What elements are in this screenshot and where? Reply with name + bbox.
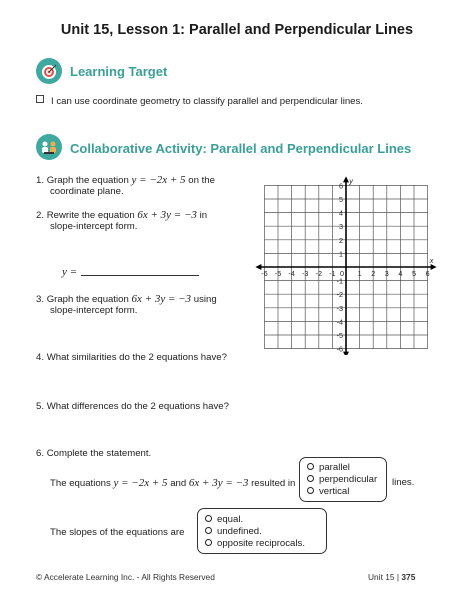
option-label: perpendicular bbox=[319, 474, 378, 485]
page-footer bbox=[368, 572, 415, 582]
question-2-line2: slope-intercept form. bbox=[50, 221, 138, 232]
y-tick-label: -6 bbox=[336, 344, 343, 354]
option-equal[interactable] bbox=[205, 514, 243, 526]
y-tick-label: -1 bbox=[336, 276, 343, 286]
copyright-footer: © Accelerate Learning Inc. - All Rights Reserved bbox=[36, 572, 215, 582]
radio-circle-icon[interactable] bbox=[307, 475, 314, 482]
x-tick-label: -4 bbox=[288, 269, 295, 278]
radio-circle-icon[interactable] bbox=[205, 515, 212, 522]
option-label: opposite reciprocals. bbox=[217, 538, 305, 549]
x-tick-label: -3 bbox=[301, 269, 309, 278]
y-tick-label: 1 bbox=[339, 249, 343, 259]
statement-1 bbox=[50, 477, 295, 491]
learning-target-item bbox=[36, 95, 363, 109]
question-text: What similarities do the 2 equations have? bbox=[46, 352, 227, 363]
question-text: Rewrite the equation bbox=[46, 210, 135, 221]
statement-2: The slopes of the equations are bbox=[50, 527, 185, 538]
question-number: 2. bbox=[36, 210, 45, 221]
question-number: 4. bbox=[36, 352, 45, 363]
option-perpendicular[interactable] bbox=[307, 474, 377, 486]
x-tick-label: 4 bbox=[398, 269, 403, 278]
learning-target-heading: Learning Target bbox=[70, 64, 168, 79]
option-undefined[interactable] bbox=[205, 526, 262, 538]
y-tick-label: 6 bbox=[339, 181, 343, 191]
x-tick-label: 5 bbox=[412, 269, 416, 278]
x-tick-label: 6 bbox=[425, 269, 430, 278]
x-tick-label: -5 bbox=[274, 269, 282, 278]
question-text: using bbox=[193, 294, 217, 305]
y-tick-label: -5 bbox=[336, 331, 343, 340]
option-label: vertical bbox=[319, 486, 350, 497]
question-text: in bbox=[199, 210, 208, 221]
target-icon bbox=[36, 58, 62, 84]
radio-circle-icon[interactable] bbox=[205, 527, 212, 534]
page-number: 375 bbox=[401, 572, 416, 582]
question-text: Graph the equation bbox=[46, 175, 129, 186]
option-label: undefined. bbox=[217, 526, 262, 537]
activity-heading: Collaborative Activity: Parallel and Perpendicular Lines bbox=[70, 141, 412, 156]
bullet-box-icon bbox=[36, 95, 44, 103]
learning-target-text: I can use coordinate geometry to classify parallel and perpendicular lines. bbox=[51, 96, 363, 107]
radio-circle-icon[interactable] bbox=[205, 539, 212, 546]
statement-1-end: lines. bbox=[392, 477, 415, 488]
y-axis-arrow-down-icon bbox=[343, 352, 349, 355]
y-tick-label: -2 bbox=[336, 290, 343, 300]
y-tick-label: -3 bbox=[336, 303, 343, 313]
y-tick-label: 3 bbox=[339, 222, 343, 232]
option-opposite-reciprocals[interactable] bbox=[205, 538, 305, 550]
option-parallel[interactable] bbox=[307, 462, 350, 474]
answer-label: y = bbox=[62, 266, 78, 278]
question-text: on the bbox=[188, 175, 215, 186]
question-6 bbox=[36, 448, 151, 461]
option-label: parallel bbox=[319, 462, 350, 473]
x-axis-label: x bbox=[429, 256, 434, 265]
y-tick-label: -4 bbox=[336, 317, 343, 327]
question-text: What differences do the 2 equations have? bbox=[46, 401, 229, 412]
answer-blank[interactable] bbox=[81, 266, 199, 276]
question-number: 3. bbox=[36, 294, 45, 305]
question-number: 5. bbox=[36, 401, 45, 412]
equation: y = −2x + 5 bbox=[113, 477, 168, 489]
equation: y = −2x + 5 bbox=[131, 174, 186, 186]
unit-label: Unit 15 | bbox=[368, 572, 400, 582]
slope-choice-box[interactable] bbox=[197, 508, 327, 554]
radio-circle-icon[interactable] bbox=[307, 463, 314, 470]
statement-text: resulted in bbox=[251, 478, 296, 489]
x-tick-label: 0 bbox=[340, 269, 344, 278]
question-number: 1. bbox=[36, 175, 45, 186]
collaboration-icon bbox=[36, 134, 62, 160]
line-type-choice-box[interactable] bbox=[299, 457, 387, 502]
coordinate-grid[interactable] bbox=[255, 170, 445, 355]
question-1-line2: coordinate plane. bbox=[50, 186, 124, 197]
question-5 bbox=[36, 401, 229, 414]
x-tick-label: 1 bbox=[357, 269, 362, 278]
y-tick-label: 5 bbox=[339, 195, 343, 204]
statement-text: The equations bbox=[50, 478, 111, 489]
y-axis-arrow-up-icon bbox=[343, 176, 349, 182]
y-tick-label: 2 bbox=[339, 235, 343, 245]
question-text: Complete the statement. bbox=[46, 448, 152, 459]
question-number: 6. bbox=[36, 448, 45, 459]
equation: 6x + 3y = −3 bbox=[137, 209, 197, 221]
equation: 6x + 3y = −3 bbox=[131, 293, 192, 305]
statement-text: and bbox=[170, 478, 187, 489]
question-4 bbox=[36, 352, 227, 365]
y-tick-label: 4 bbox=[339, 208, 343, 218]
x-tick-label: -6 bbox=[261, 269, 268, 278]
question-text: Graph the equation bbox=[46, 294, 129, 305]
option-label: equal. bbox=[217, 514, 244, 525]
question-3-line2: slope-intercept form. bbox=[50, 305, 138, 316]
equation: 6x + 3y = −3 bbox=[188, 477, 249, 489]
y-axis-label: y bbox=[349, 176, 353, 186]
answer-line[interactable] bbox=[62, 266, 199, 280]
option-vertical[interactable] bbox=[307, 486, 349, 498]
x-tick-label: -2 bbox=[315, 269, 323, 278]
x-tick-label: -1 bbox=[329, 269, 336, 278]
page-title: Unit 15, Lesson 1: Parallel and Perpendicular Lines bbox=[60, 22, 414, 38]
x-tick-label: 2 bbox=[371, 269, 376, 278]
radio-circle-icon[interactable] bbox=[307, 487, 314, 494]
x-tick-label: 3 bbox=[384, 269, 389, 278]
